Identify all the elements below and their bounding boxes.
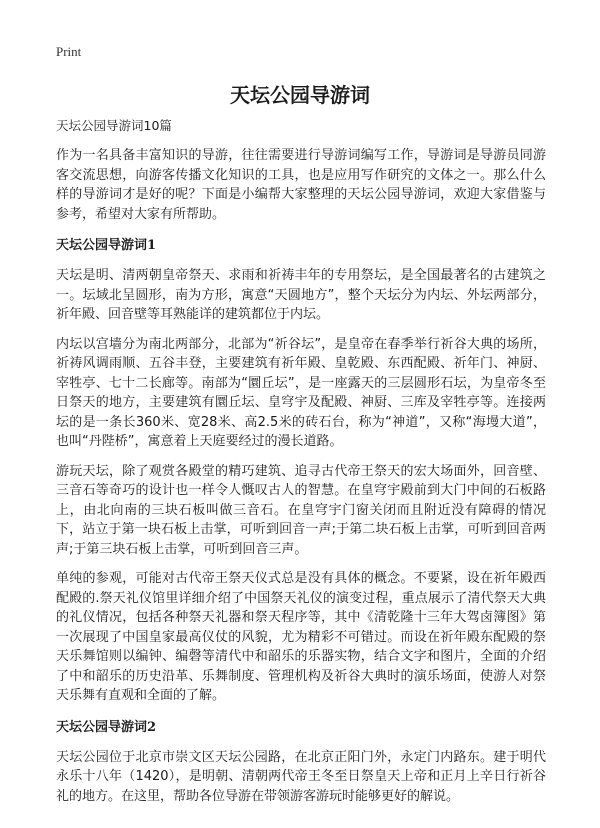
section-1-paragraph-3: 游玩天坛，除了观赏各殿堂的精巧建筑、追寻古代帝王祭天的宏大场面外，回音壁、三音石等奇巧的设计也一样令人慨叹古人的智慧。在皇穹宇殿前到大门中间的石板路上，由北向南的三块石板叫做三音石。在皇穹宇门窗关闭而且附近没有障碍的情况下，站立于第一块石板上击掌，可听到回音一声;于第二块石板上击掌，可听到回音两声;于第三块石板上击掌，可听到回音三声。 [56, 463, 546, 557]
section-2-paragraph-1: 天坛公园位于北京市崇文区天坛公园路，在北京正阳门外，永定门内路东。建于明代永乐十八年（1420），是明朝、清朝两代帝王冬至日祭皇天上帝和正月上辛日行祈谷礼的地方。在这里，帮助各位导游在带领游客游玩时能够更好的解说。 [56, 749, 546, 804]
article-body [56, 116, 546, 816]
intro-paragraph: 作为一名具备丰富知识的导游，往往需要进行导游词编写工作，导游词是导游员同游客交流思想，向游客传播文化知识的工具，也是应用写作研究的文体之一。那么什么样的导游词才是好的呢？下面是小编帮大家整理的天坛公园导游词，欢迎大家借鉴与参考，希望对大家有所帮助。 [56, 148, 546, 222]
print-link[interactable]: Print [56, 44, 82, 59]
article-subtitle: 天坛公园导游词10篇 [56, 118, 172, 133]
section-heading-1: 天坛公园导游词1 [56, 238, 157, 253]
section-heading-2: 天坛公园导游词2 [56, 719, 157, 735]
section-1-paragraph-2: 内坛以宫墙分为南北两部分，北部为“祈谷坛”，是皇帝在春季举行祈谷大典的场所，祈祷风调雨顺、五谷丰登，主要建筑有祈年殿、皇乾殿、东西配殿、祈年门、神厨、宰牲亭、七十二长廊等。南部为“圜丘坛”，是一座露天的三层圆形石坛，为皇帝冬至日祭天的地方，主要建筑有圜丘坛、皇穹宇及配殿、神厨、三库及宰牲亭等。连接两坛的是一条长360米、宽28米、高2.5米的砖石台，称为“神道”，又称“海墁大道”，也叫“丹陛桥”，寓意着上天庭要经过的漫长道路。 [56, 336, 546, 449]
section-1-paragraph-4: 单纯的参观，可能对古代帝王祭天仪式总是没有具体的概念。不要紧，设在祈年殿西配殿的.祭天礼仪馆里详细介绍了中国祭天礼仪的演变过程，重点展示了清代祭天大典的礼仪情况，包括各种祭天礼器和祭天程序等，其中《清乾隆十三年大驾卤簿图》第一次展现了中国皇家最高仪仗的风貌，尤为精彩不可错过。而设在祈年殿东配殿的祭天乐舞馆则以编钟、编磬等清代中和韶乐的乐器实物，结合文字和图片，全面的介绍了中和韶乐的历史沿革、乐舞制度、管理机构及祈谷大典时的演乐场面，使游人对祭天乐舞有直观和全面的了解。 [56, 571, 546, 703]
page-title: 天坛公园导游词 [230, 83, 370, 107]
section-1-paragraph-1: 天坛是明、清两朝皇帝祭天、求雨和祈祷丰年的专用祭坛，是全国最著名的古建筑之一。坛域北呈圆形，南为方形，寓意“天圆地方”，整个天坛分为内坛、外坛两部分，祈年殿、回音壁等耳熟能详的建筑都位于内坛。 [56, 268, 546, 322]
